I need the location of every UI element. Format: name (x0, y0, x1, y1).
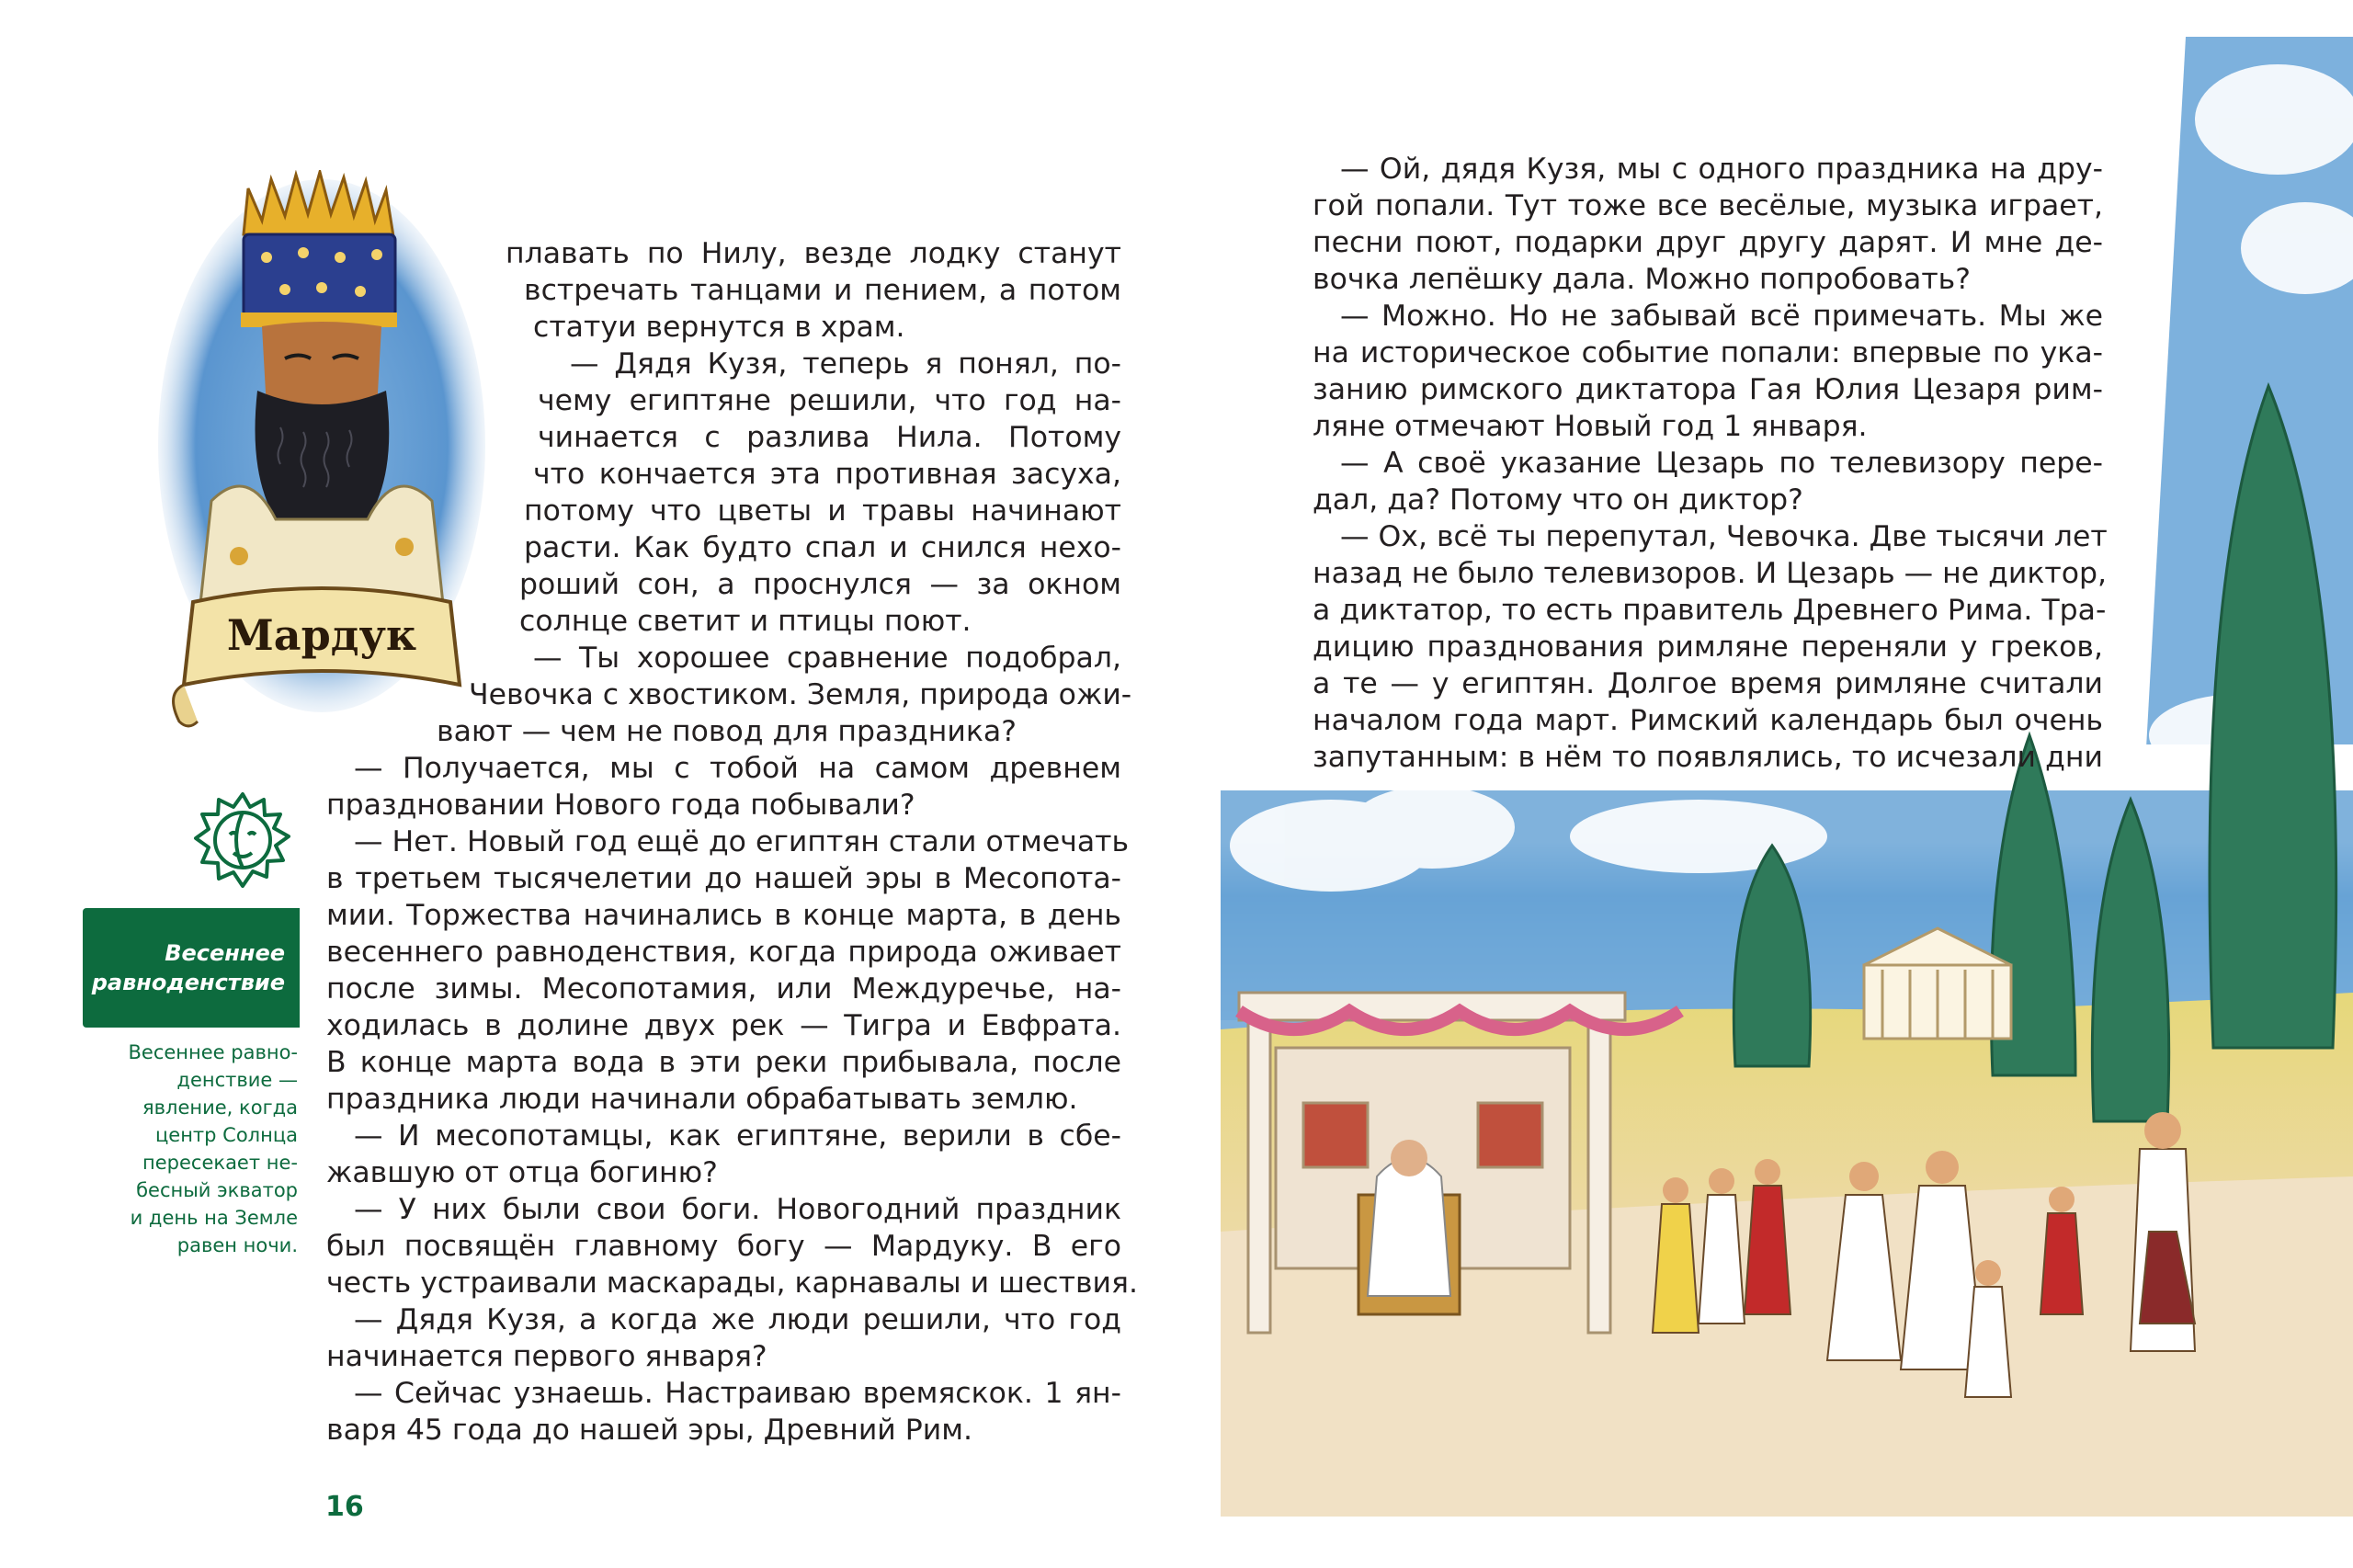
text-line: мии. Торжества начинались в конце марта, в день (326, 899, 1121, 932)
text-line: — Сейчас узнаешь. Настраиваю времяскок. 1 ян- (354, 1377, 1121, 1410)
left-text-column-main (326, 750, 1138, 1449)
text-line: солнце светит и птицы поют. (519, 605, 972, 638)
left-text-column-mid (326, 640, 1132, 750)
text-line: праздника люди начинали обрабатывать землю. (326, 1083, 1078, 1116)
portrait-label: Мардук (226, 610, 417, 660)
text-line: чему египтяне решили, что год на- (538, 384, 1121, 417)
text-line: начинается первого января? (326, 1340, 767, 1373)
sun-face-icon (193, 790, 292, 890)
definition-line: явление, когда (142, 1096, 298, 1119)
text-line: расти. Как будто спал и снился нехо- (524, 531, 1121, 564)
text-line: плавать по Нилу, везде лодку станут (506, 237, 1121, 270)
term-title-line: Весеннее (165, 940, 285, 966)
term-title-line: равноденствие (91, 970, 285, 995)
text-line: началом года март. Римский календарь был очень (1313, 704, 2103, 737)
definition-line: пересекает не- (142, 1152, 298, 1174)
text-line: — Ох, всё ты перепутал, Чевочка. Две тысячи лет (1340, 520, 2108, 553)
text-line: — Ой, дядя Кузя, мы с одного праздника на дру- (1340, 153, 2103, 186)
definition-line: бесный экватор (136, 1179, 298, 1201)
text-line: что кончается эта противная засуха, (533, 458, 1121, 491)
text-line: а диктатор, то есть правитель Древнего Рима. Тра- (1313, 594, 2107, 627)
text-line: варя 45 года до нашей эры, Древний Рим. (326, 1414, 973, 1447)
text-line: назад не было телевизоров. И Цезарь — не диктор, (1313, 557, 2108, 590)
text-line: — А своё указание Цезарь по телевизору пере- (1340, 447, 2103, 480)
definition-line: Весеннее равно- (128, 1041, 298, 1063)
term-definition (108, 1039, 298, 1259)
text-line: — Ты хорошее сравнение подобрал, (533, 642, 1121, 675)
text-line: занию римского диктатора Гая Юлия Цезаря рим- (1313, 373, 2103, 406)
definition-line: денствие — (176, 1069, 298, 1091)
definition-line: и день на Земле (130, 1207, 298, 1229)
text-line: — Нет. Новый год ещё до египтян стали отмечать (354, 825, 1130, 858)
text-line: ляне отмечают Новый год 1 января. (1313, 410, 1868, 443)
text-line: после зимы. Месопотамия, или Междуречье, на- (326, 972, 1121, 1006)
text-line: а те — у египтян. Долгое время римляне считали (1313, 667, 2103, 700)
text-line: вочка лепёшку дала. Можно попробовать? (1313, 263, 1971, 296)
text-line: ходилась в долине двух рек — Тигра и Евфрата. (326, 1009, 1121, 1042)
text-line: — Дядя Кузя, теперь я понял, по- (570, 347, 1121, 381)
text-line: песни поют, подарки друг другу дарят. И мне де- (1313, 226, 2103, 259)
text-line: — Получается, мы с тобой на самом древнем (354, 752, 1121, 785)
text-line: Чевочка с хвостиком. Земля, природа ожи- (469, 678, 1132, 711)
term-title-box (83, 908, 300, 1028)
text-line: дал, да? Потому что он диктор? (1313, 483, 1803, 517)
text-line: В конце марта вода в эти реки прибывала, после (326, 1046, 1121, 1079)
text-line: дицию празднования римляне переняли у греков, (1313, 631, 2103, 664)
text-line: весеннего равноденствия, когда природа оживает (326, 936, 1121, 969)
text-line: запутанным: в нём то появлялись, то исчезали дни (1313, 741, 2103, 774)
left-text-column-top (506, 235, 1121, 640)
text-line: потому что цветы и травы начинают (524, 494, 1121, 528)
text-line: — У них были свои боги. Новогодний праздник (354, 1193, 1121, 1226)
text-line: был посвящён главному богу — Мардуку. В его (326, 1230, 1121, 1263)
text-line: жавшую от отца богиню? (326, 1156, 718, 1189)
text-line: роший сон, а проснулся — за окном (519, 568, 1121, 601)
text-line: — И месопотамцы, как египтяне, верили в сбе- (354, 1119, 1121, 1153)
text-line: гой попали. Тут тоже все весёлые, музыка играет, (1313, 189, 2103, 222)
text-line: статуи вернутся в храм. (533, 311, 905, 344)
right-text-column (1313, 151, 2108, 776)
text-line: честь устраивали маскарады, карнавалы и шествия. (326, 1267, 1138, 1300)
text-line: в третьем тысячелетии до нашей эры в Месопота- (326, 862, 1121, 895)
definition-line: центр Солнца (154, 1124, 298, 1146)
text-line: вают — чем не повод для праздника? (437, 715, 1017, 748)
text-line: чинается с разлива Нила. Потому (538, 421, 1121, 454)
text-line: праздновании Нового года побывали? (326, 789, 915, 822)
text-line: — Дядя Кузя, а когда же люди решили, что год (354, 1303, 1121, 1336)
page-number: 16 (325, 1491, 364, 1523)
text-line: — Можно. Но не забывай всё примечать. Мы же (1340, 300, 2103, 333)
definition-line: равен ночи. (176, 1234, 298, 1256)
text-line: встречать танцами и пением, а потом (524, 274, 1121, 307)
text-line: на историческое событие попали: впервые по ука- (1313, 336, 2103, 369)
